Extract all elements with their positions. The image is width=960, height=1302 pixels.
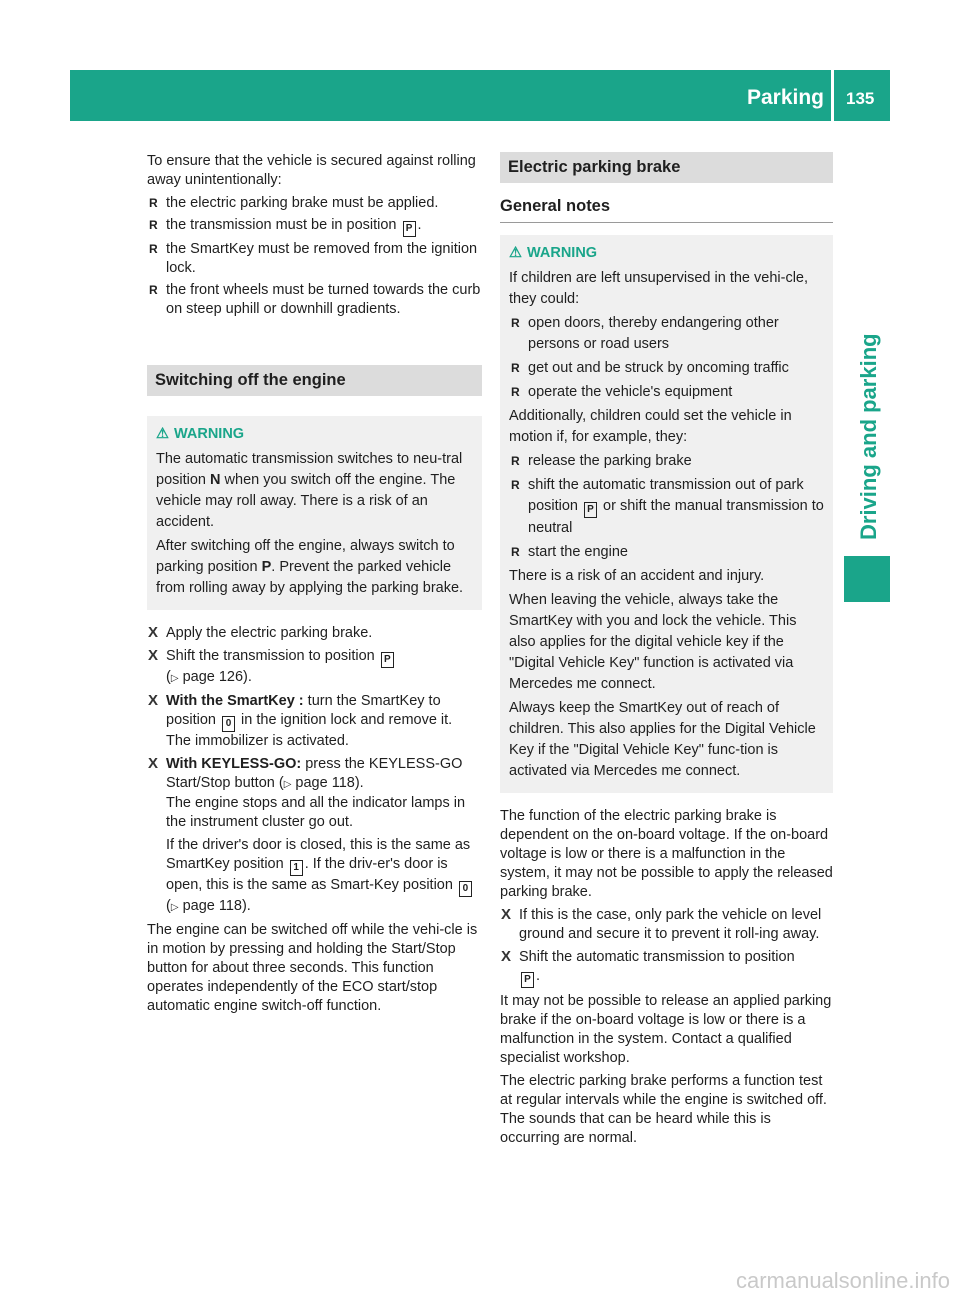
bullet-icon: R <box>511 545 520 559</box>
gear-p-icon: P <box>403 221 416 237</box>
warning-box <box>147 416 482 610</box>
list-item: R shift the automatic transmission out of park position P or shift the manual transmission to neutral <box>511 477 824 536</box>
warning-text: Always keep the SmartKey out of reach of children. This also applies for the Digital Vehicle Key if the "Digital Vehicle Key" func-tion is activated via Mercedes me connect. <box>509 700 816 779</box>
warning-text: Additionally, children could set the vehicle in motion if, for example, they: <box>509 408 792 445</box>
list-item: R start the engine <box>509 542 824 563</box>
bullet-icon: R <box>511 361 520 375</box>
body-text: It may not be possible to release an applied parking brake if the on-board voltage is low or there is a malfunction in the system. Contact a qualified specialist workshop. <box>500 993 832 1066</box>
left-column <box>147 152 482 1020</box>
bullet-icon: R <box>511 454 520 468</box>
list-item: R the front wheels must be turned towards the curb on steep uphill or downhill gradients. <box>149 282 481 317</box>
warning-list <box>509 451 824 563</box>
side-chapter-tab <box>844 300 896 540</box>
step-arrow-icon: X <box>148 647 159 664</box>
warning-text: There is a risk of an accident and injury. <box>509 568 765 584</box>
sub-heading: General notes <box>500 197 833 223</box>
header-divider <box>831 70 834 121</box>
step-arrow-icon: X <box>501 948 512 965</box>
gear-p-icon: P <box>521 972 534 988</box>
warning-text: If children are left unsupervised in the vehi-cle, they could: <box>509 270 809 307</box>
warning-text: The automatic transmission switches to neu-tral position N when you switch off the engine. The vehicle may roll away. There is a risk of an accident. <box>156 451 463 530</box>
warning-box <box>500 235 833 793</box>
body-text: The function of the electric parking brake is dependent on the on-board voltage. If the on-board voltage is low or there is a malfunction in the system, it may not be possible to apply the released parking brake. <box>500 808 833 900</box>
step-item: X If this is the case, only park the vehicle on level ground and secure it to prevent it roll-ing away. <box>501 906 822 942</box>
key-position-0-icon: 0 <box>222 716 235 732</box>
intro-text: To ensure that the vehicle is secured against rolling away unintentionally: <box>147 153 476 188</box>
bullet-icon: R <box>511 385 520 399</box>
list-item: R get out and be struck by oncoming traffic <box>509 358 824 379</box>
step-item: X Apply the electric parking brake. <box>148 624 373 641</box>
warning-title: ⚠ WARNING <box>156 424 473 445</box>
step-arrow-icon: X <box>148 755 159 772</box>
right-column <box>500 152 833 1152</box>
warning-text: After switching off the engine, always switch to parking position P. Prevent the parked vehicle from rolling away by applying the parking brake. <box>156 538 464 596</box>
key-position-0-icon: 0 <box>459 881 472 897</box>
footer-watermark: carmanualsonline.info <box>735 1268 950 1293</box>
page-ref-icon: ▷ <box>170 902 179 913</box>
step-item: X With the SmartKey : turn the SmartKey to position 0 in the ignition lock and remove it. The immobilizer is activated. <box>148 692 453 749</box>
warning-triangle-icon: ⚠ <box>156 426 169 442</box>
step-arrow-icon: X <box>148 692 159 709</box>
steps-list <box>500 906 833 988</box>
warning-triangle-icon: ⚠ <box>509 245 522 261</box>
page-section-title: Parking <box>746 86 824 109</box>
list-item: R the electric parking brake must be applied. <box>149 195 439 211</box>
steps-list <box>147 624 482 917</box>
page-ref-icon: ▷ <box>283 779 292 790</box>
warning-title: ⚠ WARNING <box>509 243 824 264</box>
key-position-1-icon: 1 <box>290 860 303 876</box>
list-item: R the transmission must be in position P . <box>147 216 482 237</box>
gear-p-icon: P <box>584 502 597 518</box>
bullet-icon: R <box>149 196 158 210</box>
step-arrow-icon: X <box>148 624 159 641</box>
step-item: X Shift the automatic transmission to position P . <box>500 948 833 988</box>
bullet-icon: R <box>511 478 520 492</box>
page-number: 135 <box>846 89 875 108</box>
bullet-icon: R <box>149 218 158 232</box>
list-item: R release the parking brake <box>509 451 824 472</box>
bullet-icon: R <box>149 242 158 256</box>
section-heading: Electric parking brake <box>500 152 833 183</box>
step-item: X With KEYLESS-GO: press the KEYLESS-GO Start/Stop button (▷ page 118). The engine stops and all the indicator lamps in the instrument cluster go out. If the driver's door is closed, this is the same as SmartKey position 1 . If the driv-er's door is open, this is the same as Smart-Key position 0 (▷ page 118). <box>148 755 471 914</box>
body-text: The engine can be switched off while the vehi-cle is in motion by pressing and holding the Start/Stop button for about three seconds. This function operates independently of the ECO start/stop automatic engine switch-off function. <box>147 922 478 1014</box>
step-arrow-icon: X <box>501 906 512 923</box>
list-item: R the SmartKey must be removed from the ignition lock. <box>149 241 478 276</box>
side-chapter-label: Driving and parking <box>856 333 881 540</box>
body-text: The electric parking brake performs a function test at regular intervals while the engine is switched off. The sounds that can be heard while this is occurring are normal. <box>500 1073 827 1146</box>
chapter-marker <box>844 556 890 602</box>
step-item: X Shift the transmission to position P (▷ page 126). <box>147 647 482 688</box>
bullet-icon: R <box>149 283 158 297</box>
gear-p-icon: P <box>381 652 394 668</box>
intro-list <box>147 194 482 319</box>
list-item: R operate the vehicle's equipment <box>509 382 824 403</box>
bullet-icon: R <box>511 316 520 330</box>
page-ref-icon: ▷ <box>170 673 179 684</box>
list-item: R open doors, thereby endangering other persons or road users <box>511 315 779 352</box>
warning-list <box>509 313 824 403</box>
warning-text: When leaving the vehicle, always take the SmartKey with you and lock the vehicle. This also applies for the digital vehicle key if the "Digital Vehicle Key" function is activated via Mercedes me connect. <box>509 592 797 692</box>
section-heading: Switching off the engine <box>147 365 482 396</box>
